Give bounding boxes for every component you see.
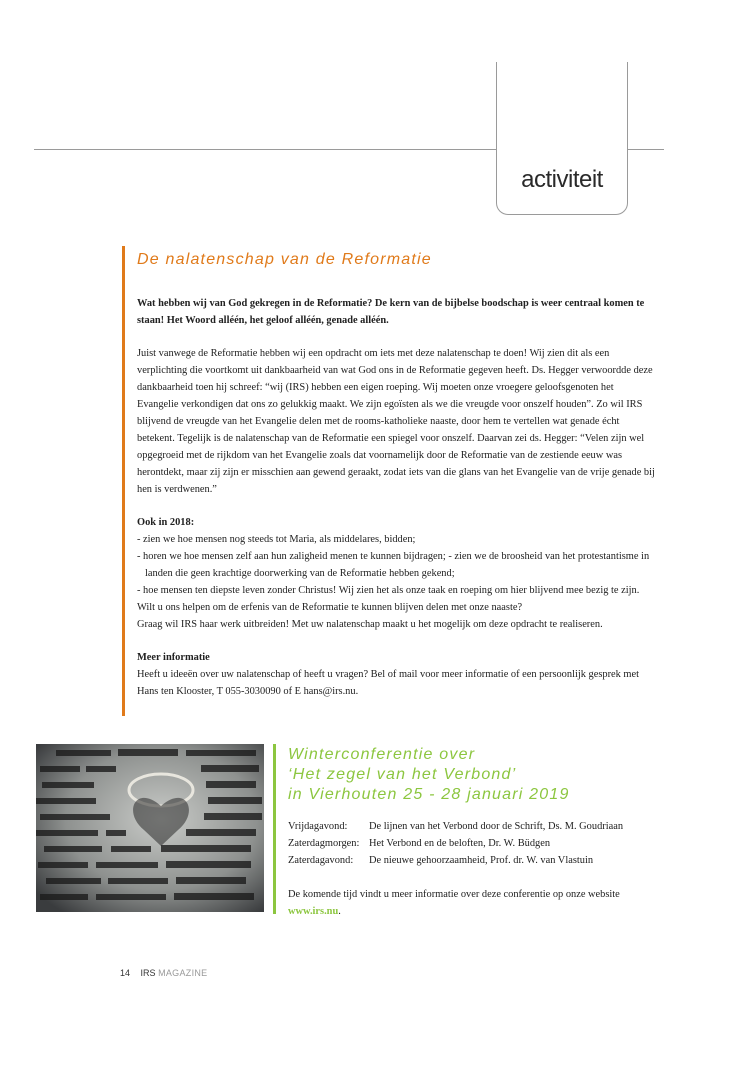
- website-link[interactable]: www.irs.nu: [288, 906, 339, 917]
- meer-heading: Meer informatie: [137, 652, 210, 663]
- schedule-row: [288, 818, 656, 835]
- meer-text: Heeft u ideeën over uw nalatenschap of heeft u vragen? Bel of mail voor meer informatie of een persoonlijk gesprek met Hans ten Klooster, T 055-3030090 of E hans@irs.nu.: [137, 669, 640, 697]
- ook-item: - hoe mensen ten diepste leven zonder Christus! Wij zien het als onze taak en roeping om hier blijvend mee bezig te zijn.: [137, 585, 640, 596]
- footer-magazine: MAGAZINE: [158, 968, 208, 978]
- schedule-desc: De lijnen van het Verbond door de Schrift, Ds. M. Goudriaan: [369, 821, 624, 832]
- article-body: Juist vanwege de Reformatie hebben wij een opdracht om iets met deze nalatenschap te doen! Wij zien dit als een verplichting die voortkomt uit dankbaarheid van wat God ons in de Reformatie gegeven heeft. Ds. Hegger verwoordde deze dankbaarheid toen hij schreef: “wij (IRS) hebben een eigen roeping. Wij moeten onze vroegere geloofsgenoten het Evangelie verkondigen dat ons zo gelukkig maakt. We zijn egoïsten als we die vreugde voor onszelf houden”. Zo wil IRS blijvend de vreugde van het Evangelie delen met de rooms-katholieke naaste, door hem te vertellen wat genade écht betekent. Tegelijk is de nalatenschap van de Reformatie een spiegel voor onszelf. Daarvan zei ds. Hegger: “Velen zijn wel opgegroeid met de rijkdom van het Evangelie zoals dat voornamelijk door de Reformatie van de zestiende eeuw was herontdekt, maar zij zijn er misschien aan gewend geraakt, zodat iets van die glans van het Evangelie van de vrije genade bij hen is verdwenen.”: [137, 348, 655, 495]
- ook-heading: Ook in 2018:: [137, 517, 195, 528]
- schedule-desc: Het Verbond en de beloften, Dr. W. Büdgen: [369, 838, 551, 849]
- conference-block: [273, 744, 656, 917]
- schedule-row: [288, 835, 656, 852]
- page-footer: [120, 968, 207, 978]
- article-nalatenschap: [122, 246, 655, 716]
- schedule-row: [288, 852, 656, 869]
- conference-title-line2: ‘Het zegel van het Verbond’: [288, 766, 517, 783]
- article-title: De nalatenschap van de Reformatie: [137, 251, 432, 268]
- schedule-day: Vrijdagavond:: [288, 821, 348, 832]
- ook-item: - horen we hoe mensen zelf aan hun zaligheid menen te kunnen bijdragen; - zien we de broosheid van het protestantisme in landen die geen krachtige doorwerking van de Reformatie hebben gekend;: [137, 551, 650, 579]
- conference-info-text: De komende tijd vindt u meer informatie over deze conferentie op onze website: [288, 889, 620, 900]
- section-label: activiteit: [521, 166, 603, 193]
- closing-question: Wilt u ons helpen om de erfenis van de Reformatie te kunnen blijven delen met onze naaste?: [137, 602, 523, 613]
- ook-item: - zien we hoe mensen nog steeds tot Maria, als middelares, bidden;: [137, 534, 416, 545]
- conference-title-line1: Winterconferentie over: [288, 746, 476, 763]
- conference-schedule: [288, 818, 656, 869]
- page-number: 14: [120, 968, 131, 978]
- schedule-desc: De nieuwe gehoorzaamheid, Prof. dr. W. van Vlastuin: [369, 855, 594, 866]
- schedule-day: Zaterdagmorgen:: [288, 838, 360, 849]
- conference-info-suffix: .: [338, 906, 341, 917]
- conference-info: [288, 886, 656, 920]
- schedule-day: Zaterdagavond:: [288, 855, 354, 866]
- article-lead: Wat hebben wij van God gekregen in de Reformatie? De kern van de bijbelse boodschap is weer centraal komen te staan! Het Woord alléén, het geloof alléén, genade alléén.: [137, 298, 645, 326]
- footer-brand: IRS: [140, 968, 156, 978]
- conference-title-line3: in Vierhouten 25 - 28 januari 2019: [288, 786, 570, 803]
- closing-statement: Graag wil IRS haar werk uitbreiden! Met uw nalatenschap maakt u het mogelijk om deze opdracht te realiseren.: [137, 619, 603, 630]
- photo-ring-heart: [36, 744, 264, 912]
- section-tab: [496, 62, 628, 215]
